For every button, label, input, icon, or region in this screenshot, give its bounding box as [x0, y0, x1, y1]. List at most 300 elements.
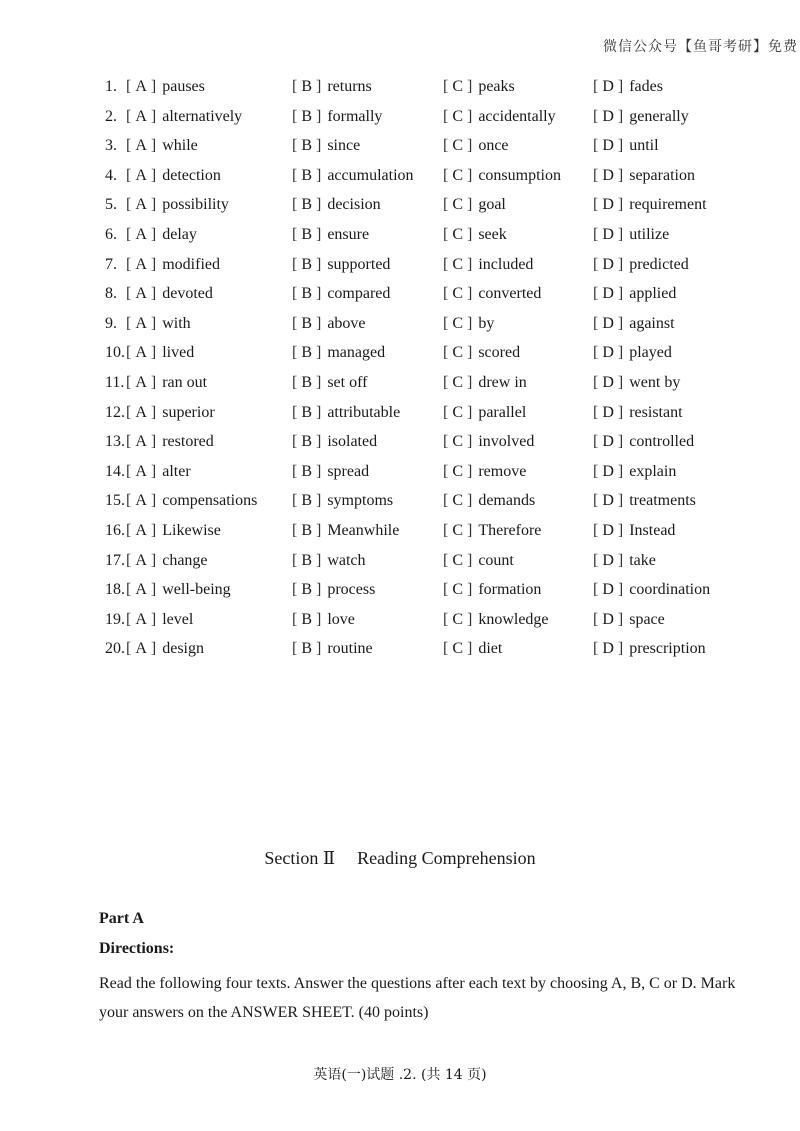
option-text: fades: [629, 78, 663, 95]
option-bracket-close: ]: [617, 581, 624, 599]
option-bracket-close: ]: [467, 166, 473, 184]
option-bracket-close: ]: [150, 196, 157, 214]
option-bracket-open: [: [443, 403, 449, 421]
option-bracket-open: [: [292, 285, 298, 303]
option-a: [126, 313, 191, 335]
option-text: converted: [478, 285, 542, 303]
option-bracket-open: [: [593, 610, 599, 628]
option-letter: C: [452, 285, 463, 303]
option-text: well-being: [162, 581, 231, 599]
option-d: [593, 609, 665, 631]
option-bracket-open: [: [593, 137, 599, 155]
option-bracket-open: [: [593, 285, 599, 303]
option-text: knowledge: [478, 610, 549, 628]
option-bracket-close: ]: [467, 433, 473, 451]
option-bracket-close: ]: [467, 137, 473, 155]
option-bracket-close: ]: [467, 521, 473, 539]
option-text: once: [478, 137, 509, 155]
option-bracket-open: [: [593, 640, 599, 658]
option-text: process: [327, 581, 376, 599]
option-bracket-close: ]: [617, 640, 624, 658]
option-bracket-close: ]: [467, 373, 473, 391]
option-text: returns: [327, 78, 372, 95]
option-bracket-close: ]: [316, 225, 322, 243]
question-row: [105, 135, 745, 165]
option-b: [292, 283, 390, 305]
option-letter: C: [452, 344, 463, 362]
part-a-heading: Part A: [99, 910, 144, 927]
option-text: space: [629, 610, 665, 628]
question-row: [105, 638, 745, 668]
option-text: Likewise: [162, 521, 221, 539]
option-letter: A: [135, 492, 147, 510]
option-c: [443, 579, 541, 601]
option-letter: C: [452, 166, 463, 184]
question-number: 17.: [105, 551, 125, 569]
option-bracket-open: [: [126, 640, 132, 658]
option-bracket-open: [: [593, 196, 599, 214]
option-bracket-close: ]: [617, 225, 624, 243]
option-letter: C: [452, 196, 463, 214]
option-bracket-close: ]: [467, 610, 473, 628]
option-b: [292, 550, 366, 572]
option-d: [593, 550, 656, 572]
directions-text: Read the following four texts. Answer the questions after each text by choosing A, B, C or D. Mark your answers on the ANSWER SHEET. (40 points): [99, 975, 736, 1021]
option-text: went by: [629, 373, 681, 391]
option-letter: C: [452, 78, 463, 95]
option-bracket-close: ]: [316, 433, 322, 451]
option-letter: B: [301, 107, 312, 125]
option-bracket-close: ]: [617, 433, 624, 451]
option-letter: D: [602, 551, 614, 569]
option-text: drew in: [478, 373, 527, 391]
option-bracket-close: ]: [316, 314, 322, 332]
option-bracket-open: [: [126, 551, 132, 569]
option-letter: D: [602, 581, 614, 599]
option-bracket-close: ]: [617, 373, 624, 391]
option-letter: B: [301, 403, 312, 421]
option-letter: D: [602, 610, 614, 628]
option-bracket-close: ]: [467, 492, 473, 510]
option-bracket-open: [: [292, 610, 298, 628]
option-text: count: [478, 551, 514, 569]
option-letter: D: [602, 255, 614, 273]
option-text: involved: [478, 433, 535, 451]
option-bracket-close: ]: [617, 462, 624, 480]
option-text: formation: [478, 581, 542, 599]
question-row: [105, 165, 745, 195]
option-text: separation: [629, 166, 695, 184]
option-bracket-close: ]: [316, 551, 322, 569]
option-d: [593, 579, 710, 601]
question-number: 10.: [105, 344, 125, 362]
option-bracket-open: [: [443, 107, 449, 125]
option-bracket-close: ]: [316, 137, 322, 155]
option-text: routine: [327, 640, 373, 658]
option-bracket-close: ]: [150, 344, 157, 362]
option-letter: A: [135, 285, 147, 303]
option-bracket-close: ]: [150, 551, 157, 569]
option-letter: C: [452, 314, 463, 332]
option-text: isolated: [327, 433, 378, 451]
option-letter: D: [602, 225, 614, 243]
option-letter: C: [452, 492, 463, 510]
option-bracket-open: [: [292, 166, 298, 184]
option-c: [443, 402, 526, 424]
option-bracket-open: [: [292, 314, 298, 332]
option-bracket-close: ]: [316, 196, 322, 214]
option-d: [593, 106, 689, 128]
option-bracket-close: ]: [617, 521, 624, 539]
option-bracket-open: [: [126, 137, 132, 155]
option-text: played: [629, 344, 672, 362]
option-c: [443, 313, 494, 335]
option-bracket-open: [: [126, 521, 132, 539]
option-bracket-open: [: [593, 462, 599, 480]
question-number: 19.: [105, 610, 125, 628]
option-c: [443, 461, 526, 483]
option-letter: D: [602, 78, 614, 95]
option-bracket-open: [: [443, 78, 449, 95]
option-d: [593, 461, 676, 483]
option-letter: B: [301, 314, 312, 332]
option-b: [292, 402, 400, 424]
option-bracket-close: ]: [617, 551, 624, 569]
option-bracket-close: ]: [617, 78, 624, 95]
question-number: 7.: [105, 255, 117, 273]
option-bracket-close: ]: [150, 521, 157, 539]
option-bracket-close: ]: [467, 640, 473, 658]
option-bracket-close: ]: [617, 314, 624, 332]
option-bracket-open: [: [126, 255, 132, 273]
option-text: lived: [162, 344, 195, 362]
option-letter: B: [301, 581, 312, 599]
option-bracket-close: ]: [316, 581, 322, 599]
option-c: [443, 490, 535, 512]
option-b: [292, 638, 373, 660]
question-number: 9.: [105, 314, 117, 332]
option-letter: B: [301, 285, 312, 303]
option-a: [126, 165, 221, 187]
option-text: level: [162, 610, 194, 628]
option-a: [126, 490, 257, 512]
option-letter: B: [301, 433, 312, 451]
option-bracket-close: ]: [617, 610, 624, 628]
option-letter: B: [301, 373, 312, 391]
question-row: [105, 431, 745, 461]
option-bracket-open: [: [443, 581, 449, 599]
option-letter: B: [301, 344, 312, 362]
option-text: managed: [327, 344, 386, 362]
option-a: [126, 609, 193, 631]
question-row: [105, 372, 745, 402]
option-bracket-open: [: [593, 521, 599, 539]
option-bracket-open: [: [292, 255, 298, 273]
option-letter: A: [135, 581, 147, 599]
option-bracket-open: [: [292, 640, 298, 658]
option-bracket-open: [: [292, 492, 298, 510]
option-bracket-open: [: [593, 551, 599, 569]
option-bracket-close: ]: [316, 166, 322, 184]
option-bracket-open: [: [292, 78, 298, 95]
option-letter: C: [452, 403, 463, 421]
option-a: [126, 106, 242, 128]
option-text: included: [478, 255, 534, 273]
option-text: by: [478, 314, 495, 332]
option-bracket-open: [: [443, 137, 449, 155]
option-letter: A: [135, 225, 147, 243]
option-bracket-open: [: [593, 373, 599, 391]
option-text: watch: [327, 551, 366, 569]
option-bracket-open: [: [443, 255, 449, 273]
option-bracket-open: [: [443, 314, 449, 332]
option-bracket-close: ]: [316, 610, 322, 628]
option-a: [126, 254, 220, 276]
option-letter: D: [602, 433, 614, 451]
option-letter: A: [135, 551, 147, 569]
option-letter: A: [135, 344, 147, 362]
option-text: remove: [478, 462, 527, 480]
question-row: [105, 490, 745, 520]
option-letter: B: [301, 225, 312, 243]
option-bracket-open: [: [443, 373, 449, 391]
option-bracket-close: ]: [467, 314, 473, 332]
option-bracket-close: ]: [150, 462, 157, 480]
option-letter: A: [135, 462, 147, 480]
option-letter: A: [135, 640, 147, 658]
option-letter: C: [452, 433, 463, 451]
option-bracket-close: ]: [316, 462, 322, 480]
option-letter: D: [602, 521, 614, 539]
option-bracket-open: [: [292, 521, 298, 539]
question-number: 1.: [105, 78, 117, 95]
option-c: [443, 165, 561, 187]
option-letter: B: [301, 78, 312, 95]
option-bracket-close: ]: [316, 78, 322, 95]
option-bracket-open: [: [292, 462, 298, 480]
section-heading: [0, 848, 800, 869]
option-bracket-open: [: [593, 255, 599, 273]
option-d: [593, 490, 696, 512]
option-bracket-open: [: [292, 373, 298, 391]
option-bracket-open: [: [292, 551, 298, 569]
option-bracket-open: [: [593, 492, 599, 510]
option-bracket-open: [: [443, 551, 449, 569]
option-bracket-open: [: [443, 225, 449, 243]
option-b: [292, 165, 414, 187]
option-bracket-open: [: [443, 166, 449, 184]
option-a: [126, 520, 221, 542]
option-letter: A: [135, 373, 147, 391]
option-bracket-open: [: [126, 78, 132, 95]
option-bracket-close: ]: [467, 255, 473, 273]
option-a: [126, 550, 208, 572]
option-b: [292, 372, 367, 394]
option-c: [443, 372, 527, 394]
option-d: [593, 194, 707, 216]
option-bracket-open: [: [126, 107, 132, 125]
option-bracket-close: ]: [316, 640, 322, 658]
option-letter: D: [602, 196, 614, 214]
option-text: Instead: [629, 521, 676, 539]
option-letter: B: [301, 640, 312, 658]
option-bracket-close: ]: [467, 196, 473, 214]
section-title: Reading Comprehension: [357, 848, 536, 868]
option-bracket-open: [: [292, 196, 298, 214]
option-text: change: [162, 551, 208, 569]
option-letter: D: [602, 137, 614, 155]
option-bracket-close: ]: [316, 521, 322, 539]
option-text: since: [327, 137, 361, 155]
option-bracket-close: ]: [316, 344, 322, 362]
option-b: [292, 254, 390, 276]
option-b: [292, 431, 377, 453]
option-d: [593, 402, 683, 424]
option-letter: C: [452, 255, 463, 273]
option-letter: B: [301, 255, 312, 273]
option-letter: C: [452, 640, 463, 658]
option-text: generally: [629, 107, 689, 125]
option-bracket-close: ]: [150, 107, 157, 125]
option-bracket-close: ]: [150, 137, 157, 155]
option-b: [292, 520, 399, 542]
option-letter: B: [301, 196, 312, 214]
option-text: design: [162, 640, 204, 658]
option-letter: C: [452, 462, 463, 480]
question-number: 14.: [105, 462, 125, 480]
option-letter: D: [602, 492, 614, 510]
option-bracket-open: [: [126, 196, 132, 214]
option-text: ensure: [327, 225, 370, 243]
question-row: [105, 402, 745, 432]
option-bracket-open: [: [126, 166, 132, 184]
question-row: [105, 106, 745, 136]
option-c: [443, 106, 556, 128]
options-list: [105, 76, 745, 668]
option-c: [443, 283, 541, 305]
option-a: [126, 579, 231, 601]
option-text: attributable: [327, 403, 401, 421]
option-bracket-close: ]: [316, 107, 322, 125]
option-text: predicted: [629, 255, 689, 273]
question-row: [105, 579, 745, 609]
header-note: 微信公众号【鱼哥考研】免费: [603, 39, 798, 55]
option-letter: A: [135, 196, 147, 214]
option-text: spread: [327, 462, 370, 480]
option-c: [443, 638, 502, 660]
section-label: Section Ⅱ: [264, 848, 336, 868]
option-bracket-open: [: [126, 403, 132, 421]
option-bracket-open: [: [126, 314, 132, 332]
option-bracket-open: [: [443, 610, 449, 628]
option-letter: B: [301, 551, 312, 569]
option-text: detection: [162, 166, 221, 184]
option-bracket-open: [: [126, 285, 132, 303]
option-d: [593, 135, 659, 157]
option-bracket-close: ]: [617, 107, 624, 125]
option-c: [443, 609, 549, 631]
question-row: [105, 520, 745, 550]
option-bracket-open: [: [593, 433, 599, 451]
option-a: [126, 402, 215, 424]
option-bracket-open: [: [292, 403, 298, 421]
option-text: decision: [327, 196, 381, 214]
option-bracket-close: ]: [150, 610, 157, 628]
option-text: treatments: [629, 492, 696, 510]
option-letter: C: [452, 581, 463, 599]
option-b: [292, 135, 360, 157]
question-row: [105, 461, 745, 491]
option-text: Meanwhile: [327, 521, 400, 539]
option-a: [126, 461, 191, 483]
option-bracket-close: ]: [617, 137, 624, 155]
question-row: [105, 283, 745, 313]
option-c: [443, 520, 541, 542]
option-b: [292, 76, 372, 98]
question-number: 16.: [105, 521, 125, 539]
option-bracket-open: [: [126, 225, 132, 243]
option-letter: D: [602, 403, 614, 421]
option-bracket-open: [: [593, 344, 599, 362]
option-b: [292, 579, 375, 601]
option-letter: D: [602, 166, 614, 184]
option-bracket-open: [: [443, 492, 449, 510]
option-text: until: [629, 137, 659, 155]
option-bracket-close: ]: [150, 492, 157, 510]
option-bracket-close: ]: [150, 433, 157, 451]
question-number: 18.: [105, 581, 125, 599]
option-b: [292, 194, 381, 216]
option-bracket-open: [: [443, 433, 449, 451]
option-bracket-close: ]: [150, 255, 157, 273]
option-bracket-open: [: [443, 344, 449, 362]
option-text: accumulation: [327, 166, 414, 184]
option-text: goal: [478, 196, 506, 214]
option-text: devoted: [162, 285, 213, 303]
option-text: ran out: [162, 373, 208, 391]
option-letter: D: [602, 462, 614, 480]
option-text: against: [629, 314, 675, 332]
option-bracket-close: ]: [617, 403, 624, 421]
option-letter: B: [301, 137, 312, 155]
question-row: [105, 550, 745, 580]
option-text: possibility: [162, 196, 229, 214]
option-bracket-open: [: [593, 225, 599, 243]
option-text: formally: [327, 107, 383, 125]
option-bracket-close: ]: [316, 255, 322, 273]
option-text: controlled: [629, 433, 695, 451]
option-text: pauses: [162, 78, 205, 95]
option-bracket-close: ]: [150, 403, 157, 421]
directions-label: Directions:: [99, 940, 175, 957]
option-text: utilize: [629, 225, 670, 243]
question-number: 5.: [105, 196, 117, 214]
option-text: Therefore: [478, 521, 542, 539]
option-text: demands: [478, 492, 536, 510]
option-c: [443, 431, 534, 453]
option-letter: B: [301, 462, 312, 480]
question-number: 15.: [105, 492, 125, 510]
option-bracket-close: ]: [467, 107, 473, 125]
option-bracket-close: ]: [150, 581, 157, 599]
option-b: [292, 490, 393, 512]
option-bracket-close: ]: [150, 225, 157, 243]
option-d: [593, 224, 669, 246]
option-bracket-open: [: [593, 166, 599, 184]
option-d: [593, 431, 694, 453]
option-bracket-close: ]: [467, 551, 473, 569]
option-b: [292, 609, 355, 631]
